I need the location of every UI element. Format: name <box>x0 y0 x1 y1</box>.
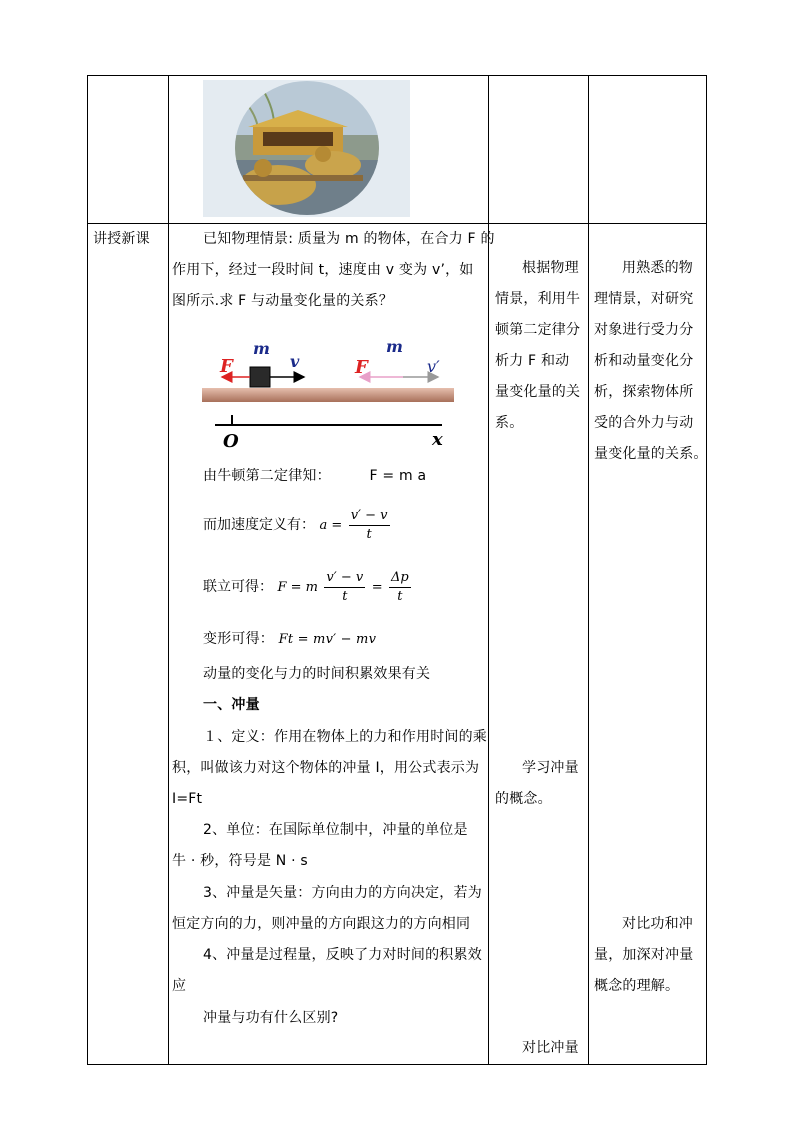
definition-line-2: 积，叫做该力对这个物体的冲量 I，用公式表示为 <box>172 760 480 776</box>
summary-text: 动量的变化与力的时间积累效果有关 <box>203 666 431 682</box>
col4-line-7: 量变化量的关系。 <box>594 446 708 462</box>
combined-fraction-1: $\frac{v' - v}{t}$ <box>326 569 364 604</box>
unit-line-2: 牛 · 秒，符号是 N · s <box>172 853 308 869</box>
col3-line-5: 量变化量的关 <box>495 384 581 400</box>
section-title: 一、冲量 <box>203 697 260 713</box>
col3-compare: 对比冲量 <box>522 1040 579 1056</box>
definition-line-3: I=Ft <box>172 791 203 807</box>
label-F-later: F <box>355 357 368 378</box>
transformed-equation: 变形可得： Ft = mv′ − mv <box>203 631 377 647</box>
block <box>250 367 270 387</box>
dragon-boat-photo <box>203 80 410 217</box>
col3-line-3: 顿第二定律分 <box>495 322 581 338</box>
surface <box>202 388 454 402</box>
col3-line-1: 根据物理 <box>522 260 579 276</box>
process-line-2: 应 <box>172 978 187 994</box>
newton-law: 由牛顿第二定律知： F = m a <box>203 468 427 484</box>
label-x: x <box>432 429 443 450</box>
unit-line-1: 2、单位：在国际单位制中，冲量的单位是 <box>203 822 468 838</box>
col3-line-4: 析力 F 和动 <box>495 353 570 369</box>
label-m: m <box>253 339 270 358</box>
label-v: v <box>290 352 300 371</box>
row-label: 讲授新课 <box>93 231 150 247</box>
label-m-later: m <box>386 337 403 356</box>
col4-line-5: 析，探索物体所 <box>594 384 694 400</box>
col3-line-2: 情景，利用牛 <box>495 291 581 307</box>
intro-line-1: 已知物理情景: 质量为 m 的物体，在合力 F 的 <box>203 231 495 247</box>
intro-line-3: 图所示.求 F 与动量变化量的关系？ <box>172 293 394 309</box>
col3-concept-1: 学习冲量 <box>522 760 579 776</box>
combined-equation: 联立可得： F = m $\frac{v' - v}{t}$ = $\frac{\Delta p}{t}$ <box>203 569 409 604</box>
col4-compare-2: 量，加深对冲量 <box>594 947 694 963</box>
col4-line-4: 析和动量变化分 <box>594 353 694 369</box>
accel-definition: 而加速度定义有： a = $\frac{v' - v}{t}$ <box>203 507 388 542</box>
label-v-prime: v′ <box>427 357 440 376</box>
label-O: O <box>223 431 239 452</box>
vector-line-2: 恒定方向的力，则冲量的方向跟这力的方向相同 <box>172 916 471 932</box>
accel-fraction: $\frac{v' - v}{t}$ <box>350 507 388 542</box>
label-F: F <box>220 356 233 377</box>
col3-line-6: 系。 <box>495 415 524 431</box>
question-text: 冲量与功有什么区别? <box>203 1010 339 1026</box>
col4-compare-1: 对比功和冲 <box>622 916 693 932</box>
col4-line-6: 受的合外力与动 <box>594 415 694 431</box>
process-line-1: 4、冲量是过程量，反映了力对时间的积累效 <box>203 947 482 963</box>
newton-equation: F = m a <box>369 468 427 484</box>
intro-line-2: 作用下，经过一段时间 t，速度由 v 变为 v’，如 <box>172 262 474 278</box>
col4-line-1: 用熟悉的物 <box>622 260 693 276</box>
col4-compare-3: 概念的理解。 <box>594 978 680 994</box>
vector-line-1: 3、冲量是矢量：方向由力的方向决定，若为 <box>203 885 482 901</box>
col4-line-2: 理情景，对研究 <box>594 291 694 307</box>
definition-line-1: １、定义：作用在物体上的力和作用时间的乘 <box>203 729 487 745</box>
col3-concept-2: 的概念。 <box>495 791 552 807</box>
col4-line-3: 对象进行受力分 <box>594 322 694 338</box>
column-divider <box>168 76 169 1064</box>
force-diagram <box>200 332 460 457</box>
column-divider <box>588 76 589 1064</box>
combined-fraction-2: $\frac{\Delta p}{t}$ <box>391 569 409 604</box>
